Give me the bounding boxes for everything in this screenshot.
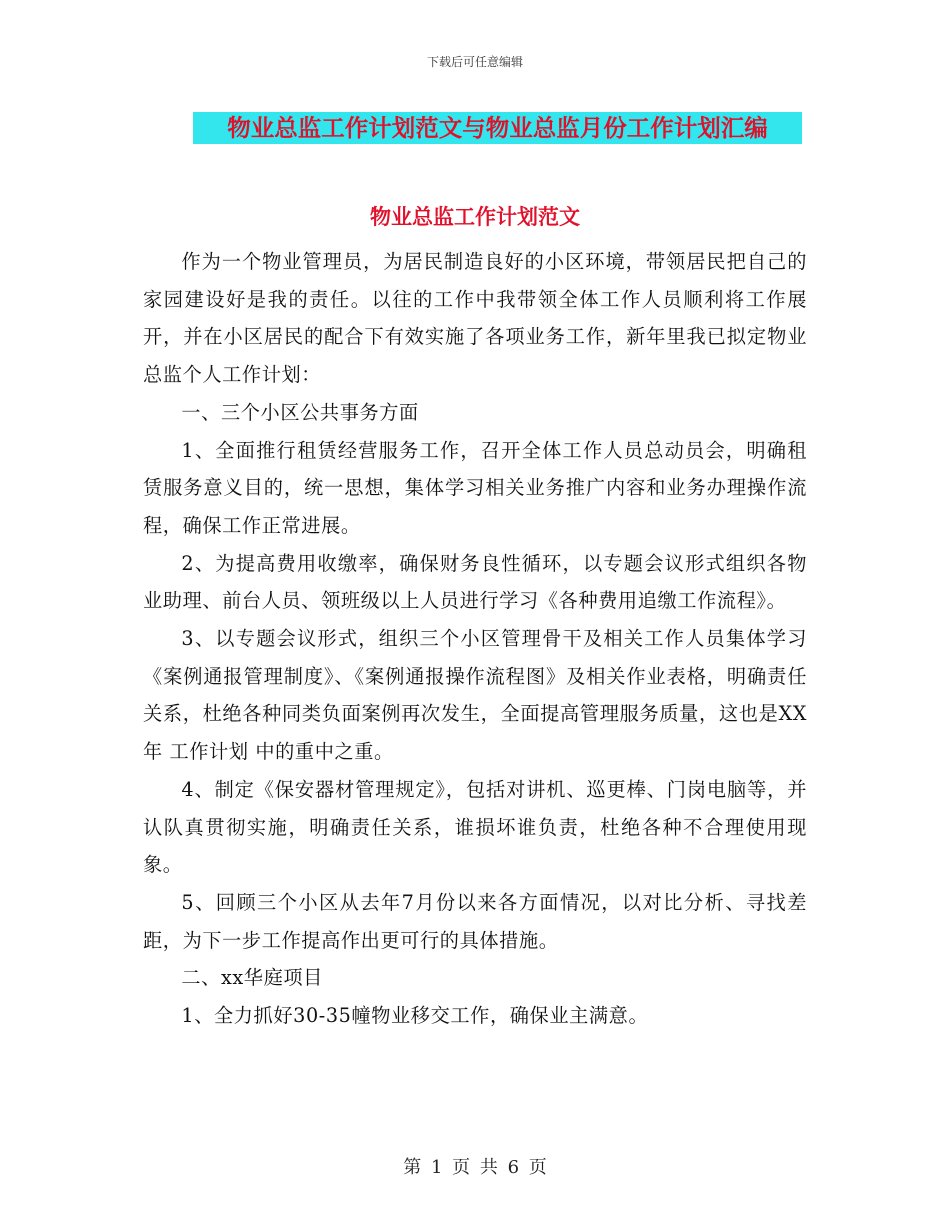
document-title: 物业总监工作计划范文与物业总监月份工作计划汇编	[193, 112, 802, 144]
list-item-5: 5、回顾三个小区从去年7月份以来各方面情况，以对比分析、寻找差距，为下一步工作提高作出更可行的具体措施。	[143, 890, 807, 952]
intro-paragraph: 作为一个物业管理员，为居民制造良好的小区环境，带领居民把自己的家园建设好是我的责任。以往的工作中我带领全体工作人员顺利将工作展开，并在小区居民的配合下有效实施了各项业务工作，新年里我已拟定物业总监个人工作计划：	[143, 250, 807, 387]
list-item-3: 3、以专题会议形式，组织三个小区管理骨干及相关工作人员集体学习《案例通报管理制度》、《案例通报操作流程图》及相关作业表格，明确责任关系，杜绝各种同类负面案例再次发生，全面提高管理服务质量，这也是XX年 工作计划 中的重中之重。	[143, 627, 807, 764]
page-number-footer: 第 1 页 共 6 页	[403, 1157, 547, 1178]
section-title: 物业总监工作计划范文	[370, 205, 580, 229]
section-heading-public-affairs: 一、三个小区公共事务方面	[181, 400, 419, 424]
list-item-1: 1、全面推行租赁经营服务工作，召开全体工作人员总动员会，明确租赁服务意义目的，统一思想，集体学习相关业务推广内容和业务办理操作流程，确保工作正常进展。	[143, 438, 807, 537]
list-item-2: 2、为提高费用收缴率，确保财务良性循环，以专题会议形式组织各物业助理、前台人员、领班级以上人员进行学习《各种费用追缴工作流程》。	[143, 551, 807, 613]
project-item-1: 1、全力抓好30-35幢物业移交工作，确保业主满意。	[181, 1004, 649, 1028]
section-heading-project: 二、xx华庭项目	[181, 966, 323, 990]
document-body	[143, 243, 807, 1035]
list-item-4: 4、制定《保安器材管理规定》，包括对讲机、巡更棒、门岗电脑等，并认队真贯彻实施，明确责任关系，谁损坏谁负责，杜绝各种不合理使用现象。	[143, 777, 807, 877]
page-header-note: 下载后可任意编辑	[426, 55, 523, 69]
